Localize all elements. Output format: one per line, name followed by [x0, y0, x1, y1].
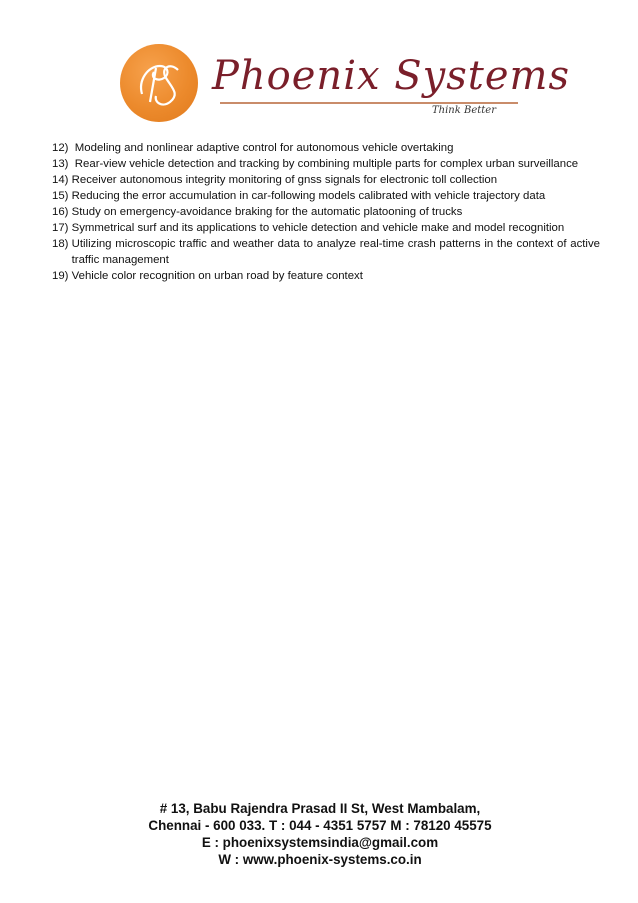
list-item [52, 204, 600, 220]
item-text: Rear-view vehicle detection and tracking by combining multiple parts for complex urban surveillance [74, 158, 579, 170]
logo-monogram [120, 44, 198, 122]
list-item [52, 172, 600, 188]
website-line: W : www.phoenix-systems.co.in [218, 852, 422, 867]
item-number: 19) [52, 270, 72, 282]
address-line: # 13, Babu Rajendra Prasad II St, West Mambalam, [159, 801, 481, 816]
phone-line: Chennai - 600 033. T : 044 - 4351 5757 M : 78120 45575 [148, 818, 492, 833]
email-line: E : phoenixsystemsindia@gmail.com [201, 835, 439, 850]
item-text: Study on emergency-avoidance braking for the automatic platooning of trucks [71, 206, 463, 218]
item-text: Symmetrical surf and its applications to vehicle detection and vehicle make and model recognition [71, 222, 565, 234]
item-number: 17) [52, 222, 72, 234]
list-item [52, 156, 600, 172]
item-text: Utilizing microscopic traffic and weather data to analyze real-time crash patterns in the context of active traffic management [71, 238, 600, 266]
brand-underline [220, 102, 518, 104]
list-item [52, 188, 600, 204]
brand-name: Phoenix Systems [212, 53, 570, 99]
letterhead [120, 44, 570, 130]
item-text: Reducing the error accumulation in car-following models calibrated with vehicle trajectory data [71, 190, 546, 202]
item-text: Receiver autonomous integrity monitoring of gnss signals for electronic toll collection [71, 174, 498, 186]
list-item [52, 268, 600, 284]
item-number: 14) [52, 174, 72, 186]
item-number: 13) [52, 158, 75, 170]
item-number: 12) [52, 142, 75, 154]
item-text: Modeling and nonlinear adaptive control for autonomous vehicle overtaking [74, 142, 454, 154]
item-number: 15) [52, 190, 72, 202]
item-number: 18) [52, 238, 72, 250]
list-item [52, 220, 600, 236]
logo [120, 44, 198, 122]
contact-footer [100, 800, 540, 868]
list-item [52, 236, 600, 268]
project-title-list [52, 140, 600, 284]
list-item [52, 140, 600, 156]
item-text: Vehicle color recognition on urban road by feature context [71, 270, 363, 282]
tagline: Think Better [432, 105, 496, 116]
item-number: 16) [52, 206, 72, 218]
